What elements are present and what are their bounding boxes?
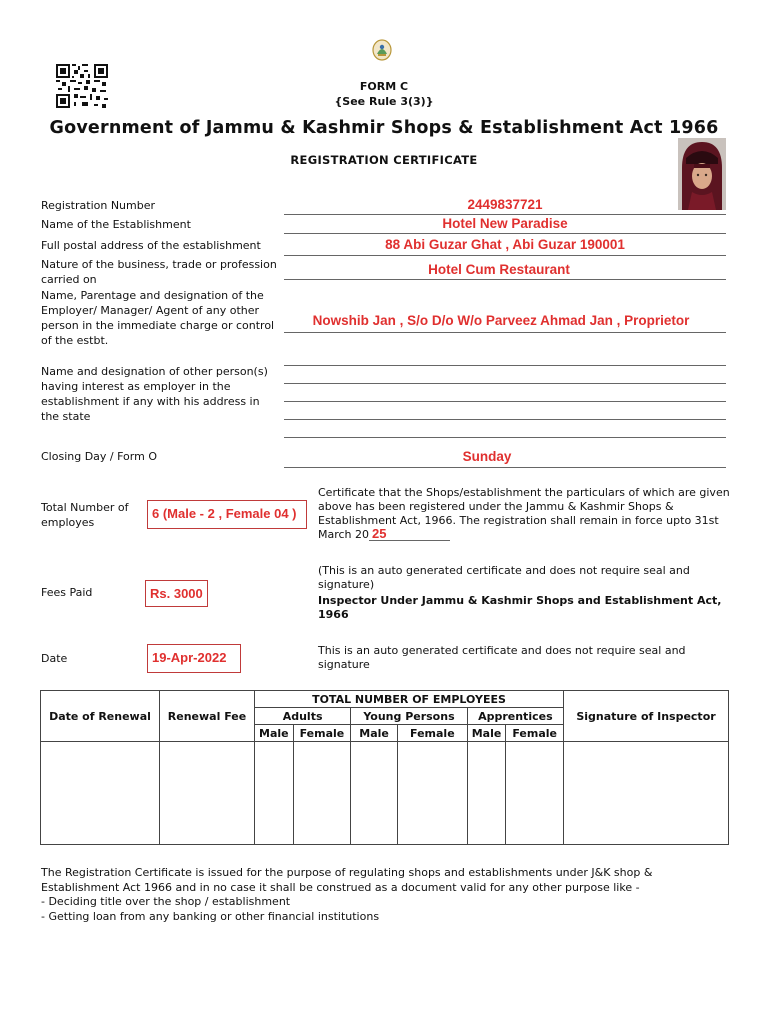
inspector-designation: Inspector Under Jammu & Kashmir Shops and Establishment Act, 1966 — [318, 594, 722, 621]
total-employees-value: 6 (Male - 2 , Female 04 ) — [147, 500, 307, 529]
establishment-name-value: Hotel New Paradise — [442, 216, 568, 231]
col-young-female: Female — [397, 725, 467, 742]
col-apprentices: Apprentices — [467, 708, 563, 725]
other-persons-value — [284, 362, 726, 374]
young-female-cell — [397, 742, 467, 845]
closing-day-label: Closing Day / Form O — [41, 450, 157, 463]
footer-point-1: - Deciding title over the shop / establishment — [41, 895, 291, 908]
col-apprentices-female: Female — [506, 725, 564, 742]
certificate-title: REGISTRATION CERTIFICATE — [290, 153, 478, 167]
col-young-persons: Young Persons — [351, 708, 467, 725]
col-adults-female: Female — [293, 725, 351, 742]
postal-address-label: Full postal address of the establishment — [41, 239, 261, 252]
other-persons-line-4 — [284, 419, 726, 420]
other-persons-line-3 — [284, 401, 726, 402]
nature-of-business-label: Nature of the business, trade or profession carried on — [41, 258, 277, 286]
registration-number-label: Registration Number — [41, 199, 156, 212]
nature-of-business-underline — [284, 279, 726, 280]
postal-address-underline — [284, 255, 726, 256]
other-persons-line-2 — [284, 383, 726, 384]
certificate-statement — [318, 486, 730, 542]
employer-underline — [284, 332, 726, 333]
closing-day-underline — [284, 467, 726, 468]
rule-reference: {See Rule 3(3)} — [334, 95, 434, 108]
footer-intro: The Registration Certificate is issued for the purpose of regulating shops and establishments under J&K shop & Establishment Act 1966 and in no case it shall be construed as a document valid for any other purpose like - — [41, 866, 653, 894]
employer-value: Nowshib Jan , S/o D/o W/o Parveez Ahmad Jan , Proprietor — [312, 313, 690, 328]
renewal-date-cell — [41, 742, 160, 845]
col-renewal-fee: Renewal Fee — [160, 691, 255, 742]
date-label: Date — [41, 652, 68, 665]
col-total-employees: TOTAL NUMBER OF EMPLOYEES — [255, 691, 564, 708]
registration-number-underline — [284, 214, 726, 215]
closing-day-value: Sunday — [462, 449, 512, 464]
auto-generated-note: (This is an auto generated certificate and does not require seal and signature) — [318, 564, 690, 591]
col-adults-male: Male — [255, 725, 294, 742]
employer-label: Name, Parentage and designation of the Employer/ Manager/ Agent of any other person in the immediate charge or control of the estbt. — [41, 289, 275, 347]
certificate-text: Certificate that the Shops/establishment the particulars of which are given above has been registered under the Jammu & Kashmir Shops & Establishment Act, 1966. The registration shall remain in force upto 31st March 20 — [318, 486, 730, 541]
form-code: FORM C — [359, 80, 409, 93]
col-young-male: Male — [351, 725, 398, 742]
other-persons-line-5 — [284, 437, 726, 438]
fees-paid-value: Rs. 3000 — [145, 580, 208, 607]
auto-generated-note-2: This is an auto generated certificate and does not require seal and signature — [318, 644, 686, 671]
young-male-cell — [351, 742, 398, 845]
establishment-name-label: Name of the Establishment — [41, 218, 191, 231]
other-persons-line-1 — [284, 365, 726, 366]
total-employees-label: Total Number of employes — [41, 501, 129, 529]
document-title: Government of Jammu & Kashmir Shops & Establishment Act 1966 — [49, 118, 719, 138]
other-persons-label: Name and designation of other person(s) having interest as employer in the establishment if any with his address in the state — [41, 365, 268, 423]
nature-of-business-value: Hotel Cum Restaurant — [428, 262, 570, 277]
renewal-fee-cell — [160, 742, 255, 845]
col-apprentices-male: Male — [467, 725, 506, 742]
date-value: 19-Apr-2022 — [147, 644, 241, 673]
apprentices-male-cell — [467, 742, 506, 845]
footer-notes — [41, 866, 731, 924]
adults-male-cell — [255, 742, 294, 845]
validity-year: 25 — [369, 528, 450, 541]
col-adults: Adults — [255, 708, 351, 725]
establishment-name-underline — [284, 233, 726, 234]
postal-address-value: 88 Abi Guzar Ghat , Abi Guzar 190001 — [385, 237, 625, 252]
fees-paid-label: Fees Paid — [41, 586, 93, 599]
signature-cell — [564, 742, 729, 845]
adults-female-cell — [293, 742, 351, 845]
registration-number-value: 2449837721 — [467, 197, 543, 212]
col-signature-of-inspector: Signature of Inspector — [564, 691, 729, 742]
footer-point-2: - Getting loan from any banking or other financial institutions — [41, 909, 380, 923]
government-emblem-icon — [371, 38, 393, 62]
col-date-of-renewal: Date of Renewal — [41, 691, 160, 742]
renewal-table — [40, 690, 729, 845]
apprentices-female-cell — [506, 742, 564, 845]
